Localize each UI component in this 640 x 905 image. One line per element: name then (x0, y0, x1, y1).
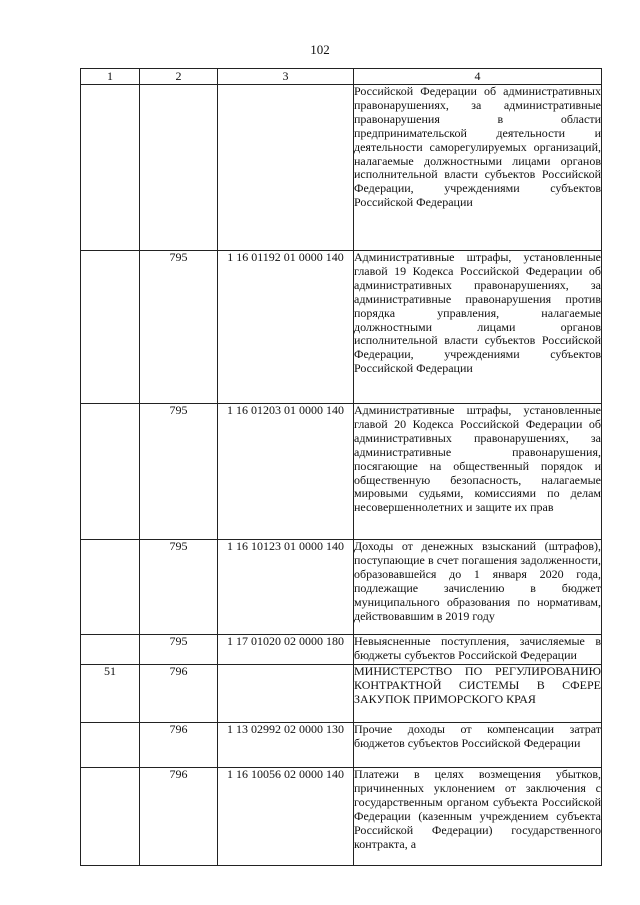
header-col-2: 2 (140, 69, 218, 85)
table-row (81, 85, 602, 251)
table-header-row (81, 69, 602, 85)
admin-code-cell: 795 (140, 251, 218, 404)
kbk-code-cell (218, 85, 354, 251)
table-row (81, 404, 602, 540)
description-cell: Доходы от денежных взысканий (штрафов), поступающие в счет погашения задолженности, образовавшейся до 1 января 2020 года, подлежащие зачислению в бюджет муниципального образования по нормативам, действовавшим в 2019 году (354, 540, 602, 635)
table-row (81, 540, 602, 635)
kbk-code-cell: 1 16 01192 01 0000 140 (218, 251, 354, 404)
row-number-cell (81, 251, 140, 404)
table-row (81, 665, 602, 723)
description-cell: Платежи в целях возмещения убытков, причиненных уклонением от заключения с государственным органом субъекта Российской Федерации (казенным учреждением субъекта Российской Федерации) государственного контракта, а (354, 768, 602, 866)
page-number: 102 (310, 42, 330, 57)
header-col-1: 1 (81, 69, 140, 85)
admin-code-cell: 796 (140, 665, 218, 723)
admin-code-cell: 795 (140, 404, 218, 540)
table-row (81, 723, 602, 768)
description-cell: Административные штрафы, установленные главой 19 Кодекса Российской Федерации об административных правонарушениях, за административные правонарушения против порядка управления, налагаемые должностными лицами органов исполнительной власти субъектов Российской Федерации, учреждениями субъектов Российской Федерации (354, 251, 602, 404)
admin-code-cell: 796 (140, 723, 218, 768)
row-number-cell (81, 85, 140, 251)
row-number-cell (81, 404, 140, 540)
revenue-codes-table (80, 68, 602, 866)
header-col-3: 3 (218, 69, 354, 85)
admin-code-cell (140, 85, 218, 251)
kbk-code-cell: 1 16 01203 01 0000 140 (218, 404, 354, 540)
kbk-code-cell: 1 16 10056 02 0000 140 (218, 768, 354, 866)
row-number-cell (81, 723, 140, 768)
kbk-code-cell: 1 17 01020 02 0000 180 (218, 635, 354, 665)
kbk-code-cell: 1 13 02992 02 0000 130 (218, 723, 354, 768)
row-number-cell (81, 540, 140, 635)
admin-code-cell: 795 (140, 540, 218, 635)
description-cell: Российской Федерации об административных правонарушениях, за административные правонарушения в области предпринимательской деятельности и деятельности саморегулируемых организаций, налагаемые должностными лицами органов исполнительной власти субъектов Российской Федерации, учреждениями субъектов Российской Федерации (354, 85, 602, 251)
admin-code-cell: 795 (140, 635, 218, 665)
row-number-cell (81, 768, 140, 866)
table-row (81, 768, 602, 866)
admin-code-cell: 796 (140, 768, 218, 866)
table-row (81, 635, 602, 665)
description-cell: Административные штрафы, установленные главой 20 Кодекса Российской Федерации об административных правонарушениях, за административные правонарушения, посягающие на общественный порядок и общественную безопасность, налагаемые мировыми судьями, комиссиями по делам несовершеннолетних и защите их прав (354, 404, 602, 540)
description-cell: Прочие доходы от компенсации затрат бюджетов субъектов Российской Федерации (354, 723, 602, 768)
description-cell: Невыясненные поступления, зачисляемые в бюджеты субъектов Российской Федерации (354, 635, 602, 665)
row-number-cell (81, 635, 140, 665)
ministry-heading-cell: МИНИСТЕРСТВО ПО РЕГУЛИРОВАНИЮ КОНТРАКТНОЙ СИСТЕМЫ В СФЕРЕ ЗАКУПОК ПРИМОРСКОГО КРАЯ (354, 665, 602, 723)
kbk-code-cell: 1 16 10123 01 0000 140 (218, 540, 354, 635)
row-number-cell: 51 (81, 665, 140, 723)
header-col-4: 4 (354, 69, 602, 85)
kbk-code-cell (218, 665, 354, 723)
table-row (81, 251, 602, 404)
